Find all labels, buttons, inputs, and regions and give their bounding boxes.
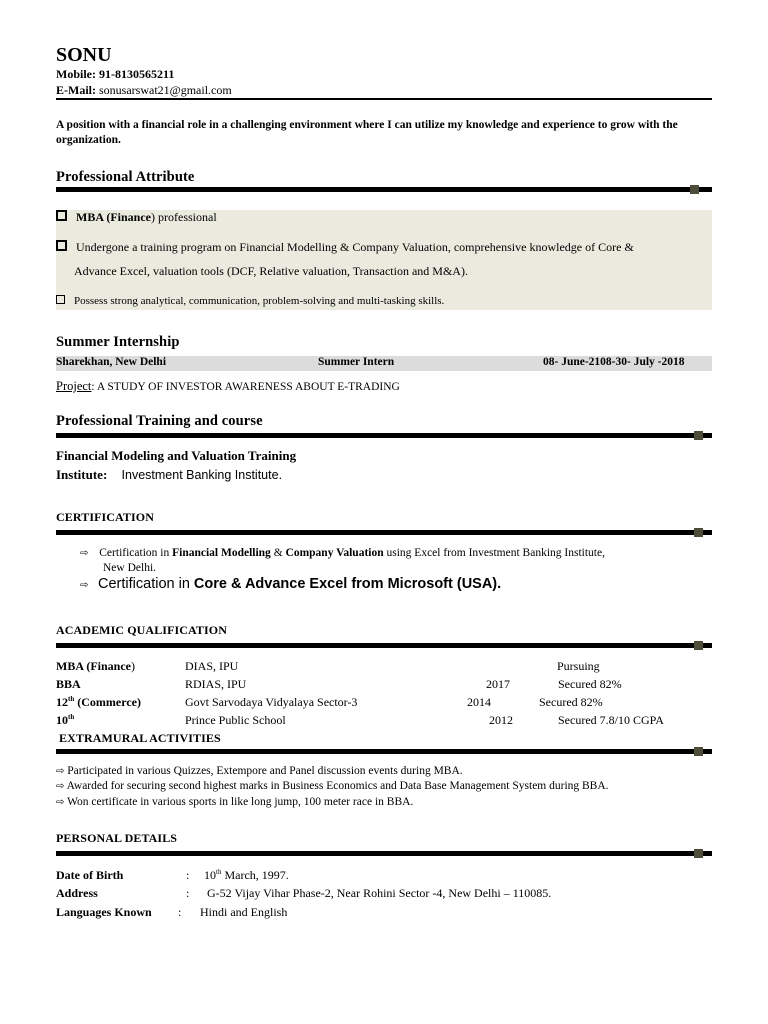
section-title-professional-training: Professional Training and course	[56, 413, 263, 429]
academic-institute: RDIAS, IPU	[185, 677, 247, 691]
section-title-academic-qualification: ACADEMIC QUALIFICATION	[56, 623, 227, 637]
arrow-right-icon: ⇨	[80, 548, 89, 559]
checkbox-icon	[56, 295, 65, 304]
academic-institute: DIAS, IPU	[185, 659, 239, 673]
academic-institute: Govt Sarvodaya Vidyalaya Sector-3	[185, 695, 358, 709]
mobile-line	[56, 67, 174, 82]
dob-label: Date of Birth	[56, 868, 124, 882]
certification-item-continued: New Delhi.	[103, 562, 157, 574]
rule-end-square	[694, 849, 703, 858]
academic-result: Secured 7.8/10 CGPA	[558, 713, 664, 727]
section-rule	[56, 851, 712, 856]
internship-role: Summer Intern	[318, 356, 395, 368]
arrow-right-icon: ⇨	[56, 781, 65, 792]
institute-value: Investment Banking Institute.	[121, 468, 283, 482]
address-value: G-52 Vijay Vihar Phase-2, Near Rohini Sector -4, New Delhi – 110085.	[207, 886, 552, 900]
languages-label: Languages Known	[56, 905, 152, 919]
extramural-item: ⇨ Awarded for securing second highest marks in Business Economics and Data Base Management System during BBA.	[56, 780, 609, 792]
languages-value: Hindi and English	[200, 905, 288, 919]
section-rule	[56, 530, 712, 535]
rule-end-square	[690, 185, 699, 194]
academic-result: Pursuing	[557, 659, 600, 673]
internship-company: Sharekhan, New Delhi	[56, 356, 167, 368]
certification-item: ⇨ Certification in Financial Modelling & Company Valuation using Excel from Investment Banking Institute,	[80, 547, 605, 559]
email-value[interactable]: sonusarswat21@gmail.com	[99, 83, 232, 97]
attribute-item-continued: Advance Excel, valuation tools (DCF, Relative valuation, Transaction and M&A).	[74, 264, 468, 278]
section-rule	[56, 187, 712, 192]
section-title-summer-internship: Summer Internship	[56, 334, 180, 350]
academic-institute: Prince Public School	[185, 713, 286, 727]
academic-degree: 12th (Commerce)	[56, 695, 141, 709]
rule-end-square	[694, 641, 703, 650]
attribute-item: Undergone a training program on Financial Modelling & Company Valuation, comprehensive knowledge of Core &	[56, 240, 634, 255]
dob-value: 10th March, 1997.	[204, 868, 289, 882]
colon: :	[178, 905, 182, 919]
rule-end-square	[694, 747, 703, 756]
academic-year: 2014	[467, 695, 491, 709]
address-label: Address	[56, 886, 98, 900]
arrow-right-icon: ⇨	[80, 580, 89, 591]
academic-degree: 10th	[56, 713, 75, 727]
academic-result: Secured 82%	[558, 677, 622, 691]
training-institute	[56, 467, 282, 483]
section-title-personal-details: PERSONAL DETAILS	[56, 831, 178, 845]
candidate-name: SONU	[56, 44, 112, 66]
internship-project	[56, 379, 400, 394]
arrow-right-icon: ⇨	[56, 766, 65, 777]
academic-year: 2017	[486, 677, 510, 691]
header-divider	[56, 98, 712, 100]
section-title-certification: CERTIFICATION	[56, 510, 155, 524]
attribute-item: Possess strong analytical, communication, problem-solving and multi-tasking skills.	[56, 295, 444, 307]
training-course: Financial Modeling and Valuation Training	[56, 448, 297, 463]
academic-year: 2012	[489, 713, 513, 727]
email-line	[56, 83, 232, 98]
section-title-extramural: EXTRAMURAL ACTIVITIES	[59, 731, 221, 745]
career-objective: A position with a financial role in a challenging environment where I can utilize my knowledge and experience to grow with the organization.	[56, 119, 678, 146]
section-rule	[56, 749, 712, 754]
project-label: Project	[56, 379, 92, 393]
rule-end-square	[694, 528, 703, 537]
extramural-item: ⇨ Participated in various Quizzes, Extempore and Panel discussion events during MBA.	[56, 765, 463, 777]
academic-degree: BBA	[56, 677, 81, 691]
mobile-label: Mobile:	[56, 67, 96, 81]
academic-row: MBA (Finance)	[56, 659, 135, 673]
section-rule	[56, 643, 712, 648]
email-label: E-Mail:	[56, 83, 96, 97]
academic-result: Secured 82%	[539, 695, 603, 709]
internship-dates: 08- June-2108-30- July -2018	[543, 356, 685, 368]
checkbox-icon	[56, 240, 67, 251]
project-value: : A STUDY OF INVESTOR AWARENESS ABOUT E-TRADING	[91, 381, 400, 393]
checkbox-icon	[56, 210, 67, 221]
attribute-item: MBA (Finance) professional	[56, 210, 217, 225]
institute-label: Institute:	[56, 467, 108, 482]
rule-end-square	[694, 431, 703, 440]
certification-item: ⇨ Certification in Core & Advance Excel from Microsoft (USA).	[80, 576, 502, 592]
colon: :	[186, 886, 190, 900]
section-title-professional-attribute: Professional Attribute	[56, 169, 195, 185]
extramural-item: ⇨ Won certificate in various sports in like long jump, 100 meter race in BBA.	[56, 796, 414, 808]
colon: :	[186, 868, 190, 882]
section-rule	[56, 433, 712, 438]
arrow-right-icon: ⇨	[56, 797, 65, 808]
mobile-value: 91-8130565211	[99, 67, 175, 81]
